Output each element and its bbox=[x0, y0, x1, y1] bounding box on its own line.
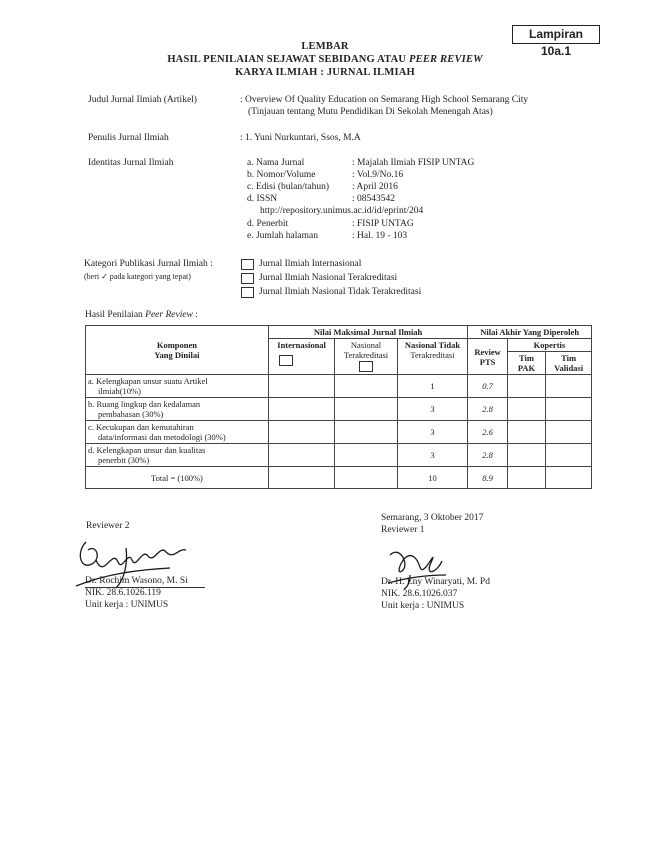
header-komponen-line2: Yang Dinilai bbox=[154, 350, 200, 360]
cell-nasional-tidak: 1 bbox=[397, 375, 468, 398]
header-nasional-tidak-line1: Nasional Tidak bbox=[404, 340, 461, 350]
identitas-key-6: e. Jumlah halaman bbox=[247, 231, 318, 241]
header-tim-validasi bbox=[546, 352, 592, 375]
cell-tim-validasi bbox=[546, 467, 592, 489]
kategori-hint: (beri ✓ pada kategori yang tepat) bbox=[84, 272, 191, 281]
header-nilai-maks: Nilai Maksimal Jurnal Ilmiah bbox=[268, 326, 467, 339]
cell-tim-pak bbox=[507, 375, 545, 398]
cell-nasional-tidak: 3 bbox=[397, 398, 468, 421]
identitas-key-2: c. Edisi (bulan/tahun) bbox=[247, 182, 330, 192]
peer-review-table bbox=[85, 325, 592, 489]
row-label bbox=[86, 375, 269, 398]
penulis: : 1. Yuni Nurkuntari, Ssos, M.A bbox=[240, 133, 361, 143]
kategori-label: Kategori Publikasi Jurnal Ilmiah : bbox=[84, 259, 213, 269]
cell-tim-pak bbox=[507, 398, 545, 421]
label-identitas: Identitas Jurnal Ilmiah bbox=[88, 158, 174, 168]
row-label-line1: b. Ruang lingkup dan kedalaman bbox=[88, 399, 201, 409]
checkbox-nasional-terakreditasi[interactable] bbox=[241, 273, 254, 284]
row-label-line2: data/informasi dan metodologi (30%) bbox=[98, 432, 226, 442]
identitas-value-5: : FISIP UNTAG bbox=[352, 219, 414, 229]
row-label-line2: ilmiah(10%) bbox=[98, 386, 141, 396]
cell-nasional-tidak: 3 bbox=[397, 444, 468, 467]
table-row bbox=[86, 444, 592, 467]
peer-review-caption bbox=[85, 310, 198, 320]
identitas-key-3: d. ISSN bbox=[247, 194, 278, 204]
row-label-line1: a. Kelengkapan unsur suatu Artikel bbox=[88, 376, 208, 386]
reviewer-1-name: Dr. H. Eny Winaryati, M. Pd bbox=[381, 577, 490, 587]
row-label bbox=[86, 421, 269, 444]
cell-nasional bbox=[335, 421, 397, 444]
identitas-url: http://repository.unimus.ac.id/id/eprint/204 bbox=[260, 206, 424, 216]
row-label-line1: d. Kelengkapan unsur dan kualitas bbox=[88, 445, 206, 455]
header-internasional bbox=[268, 339, 334, 375]
header-nasional-tidak-line2: Terakreditasi bbox=[410, 350, 455, 360]
cell-internasional bbox=[268, 467, 334, 489]
checkbox-nasional-tidak-terakreditasi[interactable] bbox=[241, 287, 254, 298]
table-row bbox=[86, 398, 592, 421]
header-review-pts bbox=[468, 339, 507, 375]
header-review-line1: Review bbox=[474, 346, 501, 357]
identitas-key-1: b. Nomor/Volume bbox=[247, 170, 316, 180]
reviewer-2-nik: NIK. 28.6.1026.119 bbox=[85, 588, 161, 598]
kategori-option-internasional: Jurnal Ilmiah Internasional bbox=[259, 259, 362, 269]
identitas-value-0: : Majalah Ilmiah FISIP UNTAG bbox=[352, 158, 475, 168]
total-review: 8.9 bbox=[468, 467, 507, 489]
identitas-value-6: : Hal. 19 - 103 bbox=[352, 231, 408, 241]
cell-tim-validasi bbox=[546, 398, 592, 421]
title-line-2-peer-review: PEER REVIEW bbox=[409, 54, 483, 65]
cell-internasional bbox=[268, 375, 334, 398]
identitas-value-3: : 08543542 bbox=[352, 194, 396, 204]
checkbox-col-internasional[interactable] bbox=[279, 355, 293, 366]
cell-internasional bbox=[268, 421, 334, 444]
header-review-line2: PTS bbox=[479, 356, 496, 367]
total-nasional-tidak: 10 bbox=[397, 467, 468, 489]
reviewer-2-title: Reviewer 2 bbox=[86, 521, 130, 531]
header-komponen bbox=[86, 326, 269, 375]
header-nasional-tidak bbox=[397, 339, 468, 375]
row-label-line2: pembahasan (30%) bbox=[98, 409, 164, 419]
kategori-option-nasional-tidak: Jurnal Ilmiah Nasional Tidak Terakreditasi bbox=[259, 287, 422, 297]
header-nasional-line2: Terakreditasi bbox=[343, 350, 389, 360]
row-label bbox=[86, 444, 269, 467]
checkbox-internasional[interactable] bbox=[241, 259, 254, 270]
cell-nasional-tidak: 3 bbox=[397, 421, 468, 444]
header-tim-validasi-line2: Validasi bbox=[554, 363, 584, 373]
checkbox-col-nasional[interactable] bbox=[359, 361, 373, 372]
cell-review: 2.8 bbox=[468, 398, 507, 421]
identitas-value-1: : Vol.9/No.16 bbox=[352, 170, 404, 180]
header-kopertis: Kopertis bbox=[507, 339, 591, 352]
cell-tim-pak bbox=[507, 421, 545, 444]
cell-tim-pak bbox=[507, 444, 545, 467]
cell-tim-validasi bbox=[546, 421, 592, 444]
reviewer-2-unit: Unit kerja : UNIMUS bbox=[85, 600, 169, 610]
reviewer-1-title: Reviewer 1 bbox=[381, 525, 425, 535]
cell-internasional bbox=[268, 444, 334, 467]
cell-review: 0.7 bbox=[468, 375, 507, 398]
total-label: Total = (100%) bbox=[86, 467, 269, 489]
judul-line-1: : Overview Of Quality Education on Semarang High School Semarang City bbox=[240, 95, 529, 105]
table-row bbox=[86, 375, 592, 398]
identitas-key-5: d. Penerbit bbox=[247, 219, 289, 229]
header-nasional bbox=[335, 339, 397, 375]
table-row bbox=[86, 421, 592, 444]
identitas-key-0: a. Nama Jurnal bbox=[247, 158, 305, 168]
reviewer-1-nik: NIK. 28.6.1026.037 bbox=[381, 589, 458, 599]
cell-nasional bbox=[335, 375, 397, 398]
title-line-2 bbox=[0, 54, 650, 65]
header-tim-validasi-line1: Tim bbox=[561, 353, 577, 363]
cell-nasional bbox=[335, 444, 397, 467]
cell-internasional bbox=[268, 398, 334, 421]
caption-part-b: Peer Review bbox=[145, 310, 193, 320]
judul-line-2: (Tinjauan tentang Mutu Pendidikan Di Sekolah Menengah Atas) bbox=[248, 107, 493, 117]
cell-review: 2.6 bbox=[468, 421, 507, 444]
identitas-value-2: : April 2016 bbox=[352, 182, 398, 192]
cell-nasional bbox=[335, 467, 397, 489]
title-line-1: LEMBAR bbox=[301, 41, 349, 52]
review-date: Semarang, 3 Oktober 2017 bbox=[381, 513, 484, 523]
cell-tim-validasi bbox=[546, 444, 592, 467]
title-line-3: KARYA ILMIAH : JURNAL ILMIAH bbox=[235, 67, 415, 78]
caption-part-c: : bbox=[192, 310, 198, 320]
header-nilai-akhir: Nilai Akhir Yang Diperoleh bbox=[468, 326, 592, 339]
cell-nasional bbox=[335, 398, 397, 421]
kategori-option-nasional-terakreditasi: Jurnal Ilmiah Nasional Terakreditasi bbox=[259, 273, 398, 283]
reviewer-1-unit: Unit kerja : UNIMUS bbox=[381, 601, 465, 611]
label-judul: Judul Jurnal Ilmiah (Artikel) bbox=[88, 95, 197, 105]
header-komponen-line1: Komponen bbox=[156, 340, 197, 350]
row-label bbox=[86, 398, 269, 421]
row-label-line1: c. Kecukupan dan kemutahiran bbox=[88, 422, 194, 432]
caption-part-a: Hasil Penilaian bbox=[85, 310, 146, 320]
cell-tim-pak bbox=[507, 467, 545, 489]
row-label-line2: penerbit (30%) bbox=[98, 455, 150, 465]
header-tim-pak-line1: Tim bbox=[519, 353, 534, 363]
cell-tim-validasi bbox=[546, 375, 592, 398]
header-internasional-label: Internasional bbox=[277, 340, 326, 350]
label-penulis: Penulis Jurnal Ilmiah bbox=[88, 133, 169, 143]
table-row-total bbox=[86, 467, 592, 489]
header-tim-pak bbox=[507, 352, 545, 375]
header-tim-pak-line2: PAK bbox=[517, 363, 536, 373]
header-nasional-line1: Nasional bbox=[350, 340, 382, 350]
reviewer-2-name: Dr. Rochim Wasono, M. Si bbox=[85, 576, 188, 586]
lampiran-label: Lampiran 10a.1 bbox=[512, 25, 600, 44]
cell-review: 2.8 bbox=[468, 444, 507, 467]
title-line-2-main: HASIL PENILAIAN SEJAWAT SEBIDANG ATAU bbox=[167, 54, 409, 65]
